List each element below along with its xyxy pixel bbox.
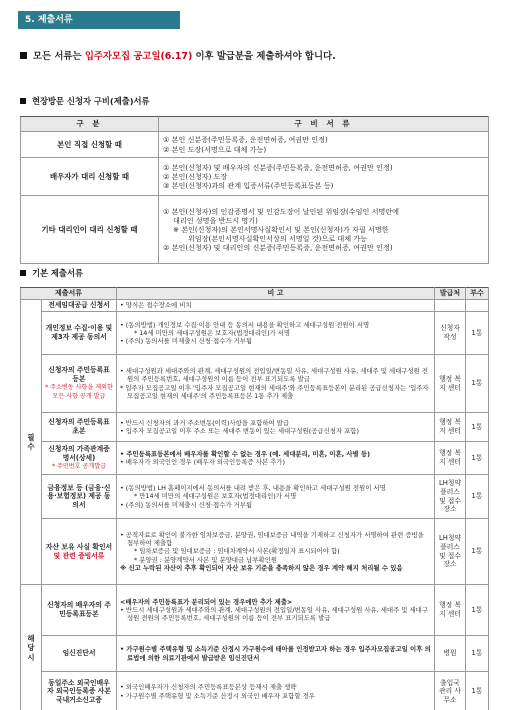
table-header-row [21, 117, 489, 132]
issuer-cell: 행정 복지 센터 [435, 355, 466, 413]
doc-cell: 임신진단서 [42, 636, 117, 672]
table-row [21, 132, 489, 158]
copies-cell: 1통 [466, 413, 489, 442]
header-docs: 구 비 서 류 [159, 117, 489, 132]
copies-cell: 1통 [466, 672, 489, 710]
header-doc: 제출서류 [21, 288, 117, 300]
note-cell: • 양식은 접수장소에 비치 [117, 300, 435, 312]
issuer-cell [435, 300, 466, 312]
copies-cell: 1통 [466, 519, 489, 585]
table-row [21, 312, 489, 355]
doc-note: * 주민번호 공개발급 [51, 463, 106, 471]
issuer-cell: 행정 복지 센터 [435, 442, 466, 475]
note-cell: • 가구원수별 주택유형 및 소득기준 산정시 가구원수에 태아를 인정받고자 하는 경우 입주자모집공고일 이후 의료법에 의한 의료기관에서 발급받은 임신진단서 [117, 636, 435, 672]
group-applicable: 해당시 [21, 585, 42, 710]
group-required: 필수 [21, 300, 42, 585]
doc-cell: 신청자의 가족관계증명서(상세) * 주민번호 공개발급 [42, 442, 117, 475]
copies-cell: 1통 [466, 585, 489, 636]
basic-documents-table [20, 287, 489, 710]
doc-cell: 동일주소 외국인배우자 외국인등록증 사본 국내거소신고증 [42, 672, 117, 710]
onsite-documents-table [20, 116, 489, 264]
header-type: 구 분 [21, 117, 159, 132]
row-label: 기타 대리인이 대리 신청할 때 [21, 196, 159, 264]
note-cell: • 주민등록표등본에서 배우자를 확인할 수 없는 경우 (예. 세대분리, 미혼, 이혼, 사별 등) • 배우자가 외국인인 경우 (배우자 외국인등록증 사본 추가) [117, 442, 435, 475]
notice-line [20, 51, 336, 63]
notice-prefix: 모든 서류는 [33, 51, 85, 62]
doc-note: 및 관련 증빙서류 [53, 551, 105, 560]
section-title: 5. 제출서류 [18, 11, 180, 29]
row-docs: ① 본인(신청자) 및 배우자의 신분증(주민등록증, 운전면허증, 여권만 인정) ② 본인(신청자) 도장 ③ 본인(신청자)과의 관계 입증서류(주민등록표등본 등) [159, 158, 489, 196]
table-row [21, 672, 489, 710]
note-cell: • 공적자료로 확인이 불가한 임차보증금, 분양권, 임대보증금 내역을 기재하고 신청자가 서명하여 관련 증빙을 첨부하여 제출함 * 임차보증금 및 임대보증금 : 임대차계약서 사본(확정일자 표시되어야 함) * 분양권 : 분양계약서 사본 및 분양대금 납부확인원 ※ 신고 누락된 자산이 추후 확인되어 자산 보유 기준을 충족하지 않은 경우 계약 해지 처리될 수 있음 [117, 519, 435, 585]
doc-note: * 주소변동 사항을 제외한 모든 사항 공개 발급 [45, 384, 113, 401]
row-label: 본인 직접 신청할 때 [21, 132, 159, 158]
header-note: 비 고 [117, 288, 435, 300]
row-docs: ① 본인 신분증(주민등록증, 운전면허증, 여권만 인정) ② 본인 도장(서명으로 대체 가능) [159, 132, 489, 158]
issuer-cell: 신청자 작성 [435, 312, 466, 355]
table-row [21, 519, 489, 585]
issuer-cell: LH청약 플러스 및 접수장소 [435, 475, 466, 519]
row-label: 배우자가 대리 신청할 때 [21, 158, 159, 196]
issuer-cell: LH청약 플러스 및 접수장소 [435, 519, 466, 585]
doc-cell: 전세임대공급 신청서 [42, 300, 117, 312]
table-row [21, 300, 489, 312]
table-row [21, 636, 489, 672]
table-row [21, 475, 489, 519]
table-row [21, 442, 489, 475]
issuer-cell: 행정 복지 센터 [435, 585, 466, 636]
note-cell: • 반드시 신청자의 과거 주소변동(이력)사항을 포함하여 발급 • 입주자 모집공고일 이후 주소 또는 세대주 변동이 있는 세대구성원(공급신청자 포함) [117, 413, 435, 442]
basic-heading: 기본 제출서류 [20, 268, 83, 279]
table-row [21, 196, 489, 264]
table-row [21, 355, 489, 413]
square-bullet-icon [20, 52, 27, 59]
doc-cell: 신청자의 주민등록표초본 [42, 413, 117, 442]
notice-suffix: 이후 발급분을 제출하셔야 합니다. [192, 51, 336, 62]
issuer-cell: 병원 [435, 636, 466, 672]
table-row [21, 413, 489, 442]
header-issuer: 발급처 [435, 288, 466, 300]
copies-cell [466, 300, 489, 312]
square-bullet-icon [20, 270, 26, 276]
note-cell: • 외국인배우자가 신청자의 주민등록표등본상 등재시 제출 생략 • 가구원수별 주택유형 및 소득기준 산정시 외국인 배우자 포함할 경우 [117, 672, 435, 710]
doc-cell: 신청자의 배우자의 주민등록표등본 [42, 585, 117, 636]
issuer-cell: 출입국 관리 사무소 [435, 672, 466, 710]
copies-cell: 1통 [466, 442, 489, 475]
onsite-heading: 현장방문 신청자 구비(제출)서류 [20, 96, 150, 107]
table-row [21, 158, 489, 196]
notice-highlight: 입주자모집 공고일(6.17) [84, 51, 193, 62]
table-row [21, 585, 489, 636]
note-cell: • 세대구성원과 세대주와의 관계, 세대구성원의 전입일/변동일 사유, 세대구성원 사유, 세대주 및 세대구성원 전원의 주민등록번호, 세대구성원의 이름 등이 전부 표기되도록 발급 * 입주자 모집공고일 이후 '입주자 모집공고일 현재의 세대주'와 주민등록표등본이 분리된 공급신청자는 '입주자 모집공고일 현재의 세대주'의 주민등록표등본 1통 추가 제출 [117, 355, 435, 413]
doc-cell: 개인정보 수집·이용 및 제3자 제공 동의서 [42, 312, 117, 355]
doc-cell: 금융정보 등 (금융·신용·보험정보) 제공 동의서 [42, 475, 117, 519]
row-docs: ① 본인(신청자)의 인감증명서 및 인감도장이 날인된 위임장(수임인 서명란에 대리인 성명을 반드시 명기) ※ 본인(신청자)의 본인서명사실확인서 및 본인(신청자)가 자필 서명한 위임장(본인서명사실확인서상의 서명일 것)으로 대체 가능 ② 본인(신청자) 및 대리인의 신분증(주민등록증, 운전면허증, 여권만 인정) [159, 196, 489, 264]
copies-cell: 1통 [466, 636, 489, 672]
copies-cell: 1통 [466, 312, 489, 355]
header-copies: 부수 [466, 288, 489, 300]
copies-cell: 1통 [466, 355, 489, 413]
note-cell: • (동의방법) LH 홈페이지에서 동의서를 내려 받은 후, 내용을 확인하고 세대구성원 전원이 서명 * 만14세 미만의 세대구성원은 보호자(법정대리인)가 서명 • (주의) 동의서를 미제출시 신청·접수가 거부됨 [117, 475, 435, 519]
copies-cell: 1통 [466, 475, 489, 519]
doc-cell: 자산 보유 사실 확인서 및 관련 증빙서류 [42, 519, 117, 585]
square-bullet-icon [20, 98, 26, 104]
note-cell: <배우자의 주민등록표가 분리되어 있는 경우에만 추가 제출> • 반드시 세대구성원과 세대주와의 관계, 세대구성원의 전입일/변동일 사유, 세대구성원 사유, 세대주 및 세대구성원 전원의 주민등록번호, 세대구성원의 이름 등이 전부 표기되도록 발급 [117, 585, 435, 636]
issuer-cell: 행정 복지 센터 [435, 413, 466, 442]
table-header-row [21, 288, 489, 300]
doc-cell: 신청자의 주민등록표등본 * 주소변동 사항을 제외한 모든 사항 공개 발급 [42, 355, 117, 413]
note-cell: • (동의방법) 개인정보 수집·이용 안내 등 동의서 내용을 확인하고 세대구성원 전원이 서명 * 14세 미만의 세대구성원은 보호자(법정대리인)가 서명 • (주의) 동의서를 미제출시 신청·접수가 거부됨 [117, 312, 435, 355]
